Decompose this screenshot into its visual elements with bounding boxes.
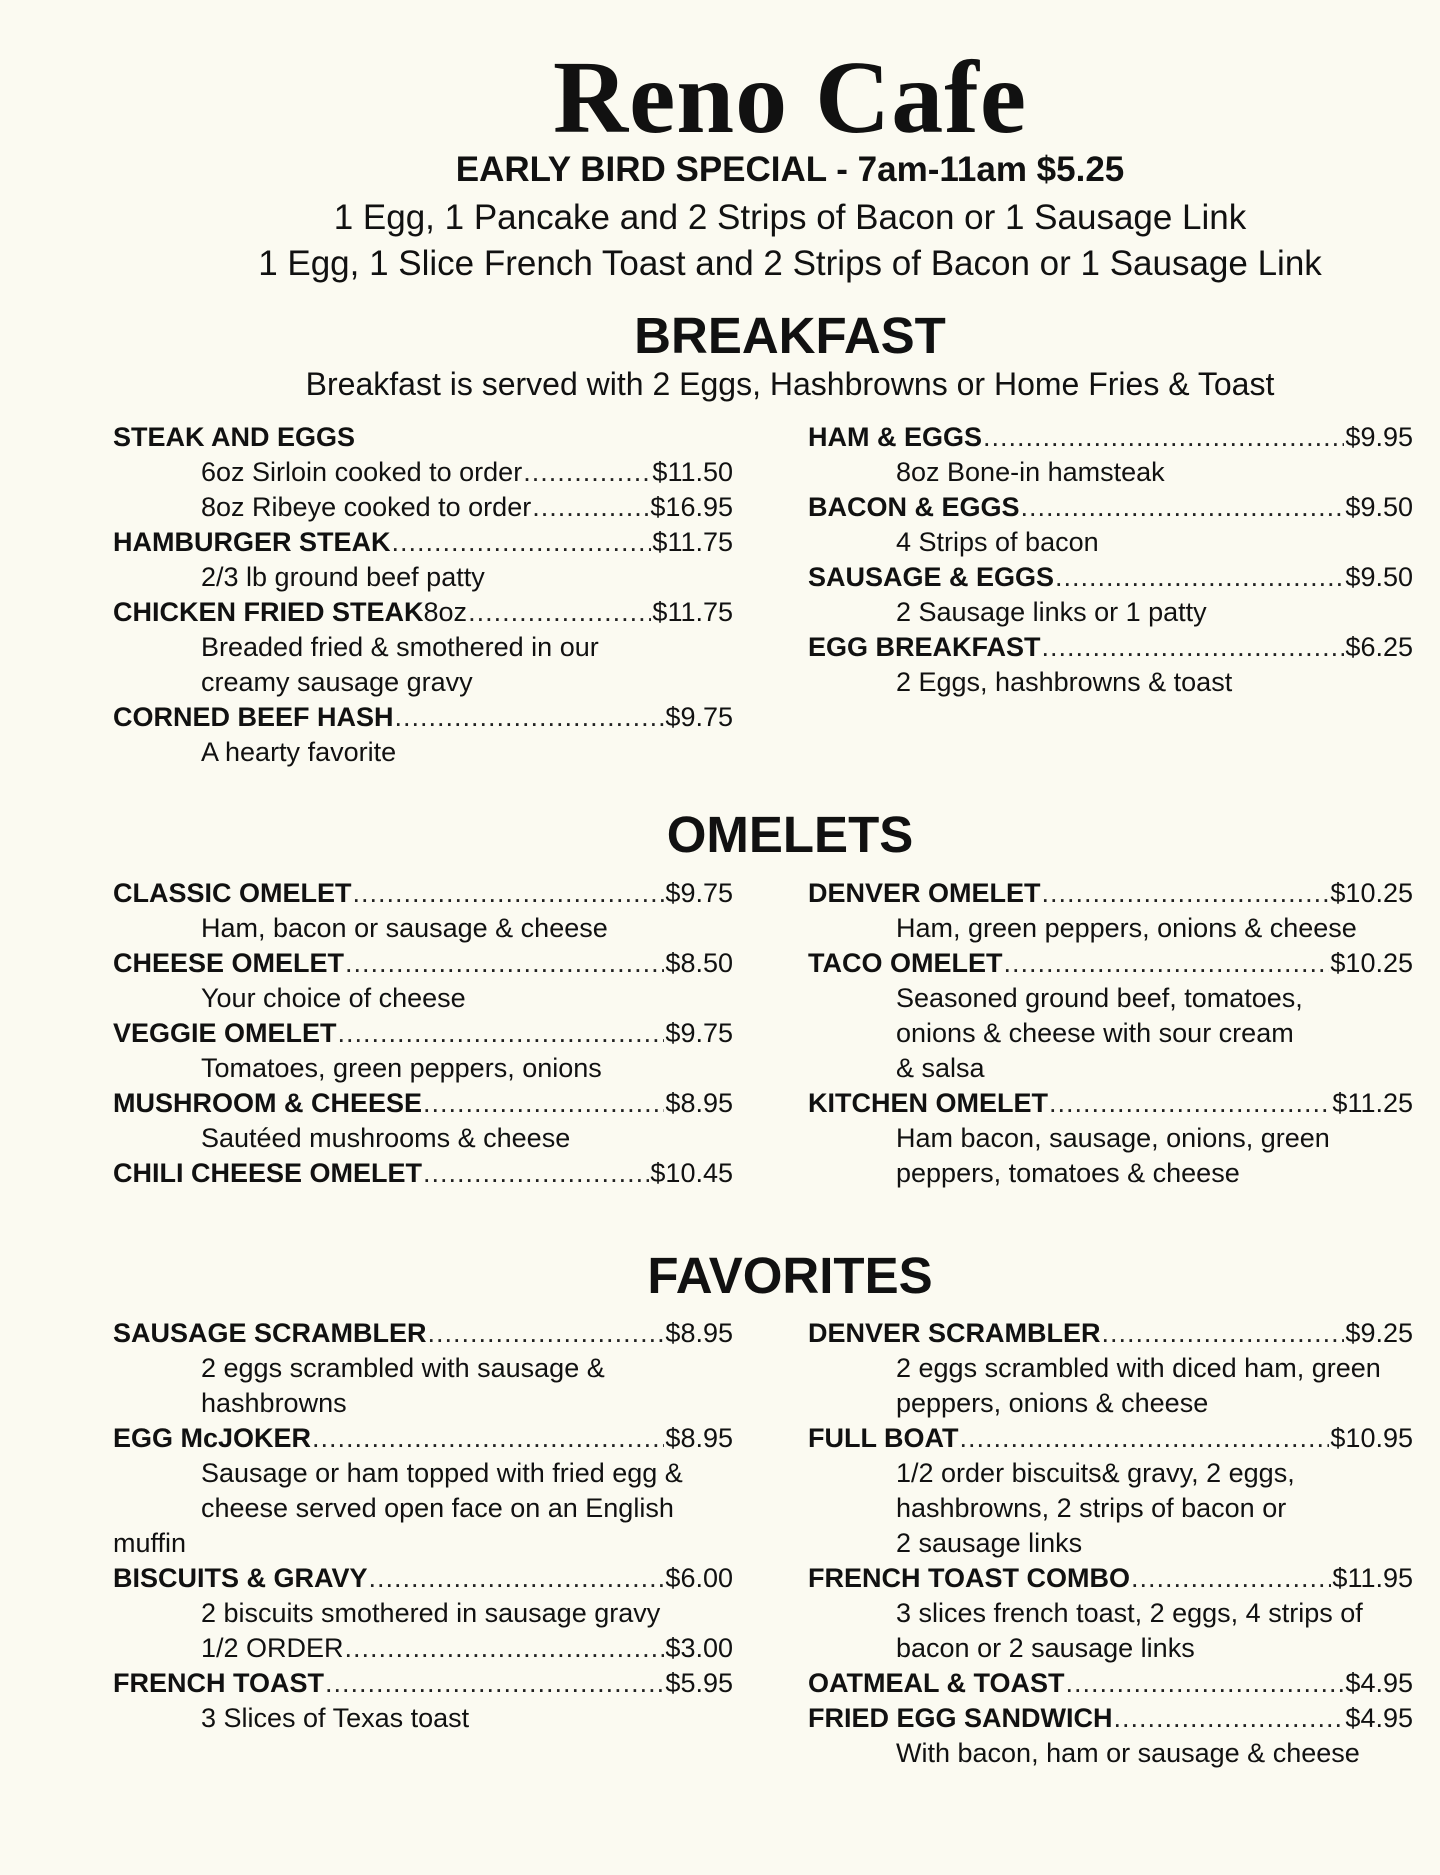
item-description: Ham, bacon or sausage & cheese bbox=[201, 913, 608, 943]
item-name: KITCHEN OMELET bbox=[808, 1088, 1048, 1118]
dot-leader bbox=[1114, 1701, 1345, 1736]
item-description: 2 Eggs, hashbrowns & toast bbox=[896, 667, 1233, 697]
item-description: With bacon, ham or sausage & cheese bbox=[896, 1738, 1360, 1768]
item-description: A hearty favorite bbox=[201, 737, 397, 767]
menu-item bbox=[808, 630, 1413, 665]
menu-item bbox=[808, 490, 1413, 525]
dot-leader bbox=[353, 876, 665, 911]
menu-item bbox=[808, 1666, 1413, 1701]
menu-item bbox=[113, 1421, 733, 1456]
item-price: $11.75 bbox=[652, 597, 733, 627]
item-name: DENVER OMELET bbox=[808, 878, 1041, 908]
item-description: cheese served open face on an English bbox=[201, 1493, 674, 1523]
item-description: 2 eggs scrambled with diced ham, green bbox=[896, 1353, 1381, 1383]
menu-item bbox=[808, 560, 1413, 595]
item-name: BISCUITS & GRAVY bbox=[113, 1563, 368, 1593]
dot-leader bbox=[1049, 1086, 1331, 1121]
item-price: $11.25 bbox=[1332, 1088, 1413, 1118]
item-description: Your choice of cheese bbox=[201, 983, 466, 1013]
item-name: 8oz Ribeye cooked to order bbox=[201, 492, 532, 522]
item-description: onions & cheese with sour cream bbox=[896, 1018, 1294, 1048]
item-name: EGG BREAKFAST bbox=[808, 632, 1041, 662]
dot-leader bbox=[312, 1421, 664, 1456]
item-description: peppers, onions & cheese bbox=[896, 1388, 1209, 1418]
item-price: $6.00 bbox=[665, 1563, 733, 1593]
omelets-right-column bbox=[808, 876, 1413, 1191]
menu-item bbox=[808, 1316, 1413, 1351]
item-description: bacon or 2 sausage links bbox=[896, 1633, 1195, 1663]
item-description: Ham bacon, sausage, onions, green bbox=[896, 1123, 1330, 1153]
item-price: $16.95 bbox=[650, 492, 733, 522]
item-price: $9.95 bbox=[1345, 422, 1413, 452]
breakfast-subtitle: Breakfast is served with 2 Eggs, Hashbrowns or Home Fries & Toast bbox=[305, 366, 1275, 402]
item-name: 6oz Sirloin cooked to order bbox=[201, 457, 523, 487]
item-name: MUSHROOM & CHEESE bbox=[113, 1088, 423, 1118]
menu-sub-item bbox=[113, 455, 733, 490]
item-description: 2 eggs scrambled with sausage & bbox=[201, 1353, 605, 1383]
menu-item bbox=[113, 1016, 733, 1051]
item-description: muffin bbox=[113, 1528, 187, 1558]
menu-item bbox=[808, 1086, 1413, 1121]
dot-leader bbox=[369, 1561, 665, 1596]
item-price: $8.50 bbox=[665, 948, 733, 978]
item-name: OATMEAL & TOAST bbox=[808, 1668, 1065, 1698]
item-name: EGG McJOKER bbox=[113, 1423, 312, 1453]
item-description: & salsa bbox=[896, 1053, 985, 1083]
item-price: $9.25 bbox=[1345, 1318, 1413, 1348]
menu-item bbox=[113, 1666, 733, 1701]
item-name: TACO OMELET bbox=[808, 948, 1003, 978]
item-description: hashbrowns bbox=[201, 1388, 347, 1418]
dot-leader bbox=[1102, 1316, 1345, 1351]
breakfast-right-column bbox=[808, 420, 1413, 700]
menu-item bbox=[808, 1701, 1413, 1736]
dot-leader bbox=[959, 1421, 1329, 1456]
dot-leader bbox=[1042, 876, 1330, 911]
dot-leader bbox=[428, 1316, 665, 1351]
menu-item bbox=[808, 1561, 1413, 1596]
early-bird-heading: EARLY BIRD SPECIAL - 7am-11am $5.25 bbox=[455, 150, 1125, 189]
item-name: CORNED BEEF HASH bbox=[113, 702, 394, 732]
dot-leader bbox=[338, 1016, 665, 1051]
item-size: 8oz bbox=[423, 597, 468, 627]
item-description: Ham, green peppers, onions & cheese bbox=[896, 913, 1357, 943]
item-name: DENVER SCRAMBLER bbox=[808, 1318, 1101, 1348]
early-bird-line: 1 Egg, 1 Pancake and 2 Strips of Bacon or 1 Sausage Link bbox=[333, 198, 1247, 237]
menu-item bbox=[113, 1086, 733, 1121]
item-description: 8oz Bone-in hamsteak bbox=[896, 457, 1165, 487]
dot-leader bbox=[345, 1631, 665, 1666]
item-price: $8.95 bbox=[665, 1318, 733, 1348]
omelets-title: OMELETS bbox=[666, 806, 914, 863]
menu-item bbox=[808, 1421, 1413, 1456]
menu-item bbox=[808, 420, 1413, 455]
menu-item bbox=[113, 1156, 733, 1191]
dot-leader bbox=[523, 455, 651, 490]
item-price: $11.75 bbox=[652, 527, 733, 557]
breakfast-title: BREAKFAST bbox=[634, 307, 946, 364]
cafe-title: Reno Cafe bbox=[552, 40, 1027, 155]
menu-item bbox=[113, 1561, 733, 1596]
item-name: STEAK AND EGGS bbox=[113, 422, 356, 452]
dot-leader bbox=[325, 1666, 664, 1701]
menu-item bbox=[113, 700, 733, 735]
item-price: $8.95 bbox=[665, 1088, 733, 1118]
item-description: peppers, tomatoes & cheese bbox=[896, 1158, 1240, 1188]
menu-item bbox=[808, 876, 1413, 911]
item-price: $9.50 bbox=[1345, 562, 1413, 592]
item-price: $11.50 bbox=[652, 457, 733, 487]
item-price: $8.95 bbox=[665, 1423, 733, 1453]
item-name: FRENCH TOAST COMBO bbox=[808, 1563, 1130, 1593]
item-name: CLASSIC OMELET bbox=[113, 878, 352, 908]
item-description: 2 Sausage links or 1 patty bbox=[896, 597, 1207, 627]
item-price: $9.75 bbox=[665, 878, 733, 908]
item-description: hashbrowns, 2 strips of bacon or bbox=[896, 1493, 1287, 1523]
menu-item bbox=[113, 876, 733, 911]
item-description: 2 sausage links bbox=[896, 1528, 1083, 1558]
item-price: $11.95 bbox=[1332, 1563, 1413, 1593]
item-name: CHILI CHEESE OMELET bbox=[113, 1158, 423, 1188]
item-description: creamy sausage gravy bbox=[201, 667, 473, 697]
omelets-left-column bbox=[113, 876, 733, 1191]
item-description: Tomatoes, green peppers, onions bbox=[201, 1053, 602, 1083]
dot-leader bbox=[1003, 946, 1329, 981]
item-description: 4 Strips of bacon bbox=[896, 527, 1099, 557]
item-price: $4.95 bbox=[1345, 1668, 1413, 1698]
item-price: $10.25 bbox=[1330, 878, 1413, 908]
item-name: FULL BOAT bbox=[808, 1423, 959, 1453]
item-price: $9.75 bbox=[665, 1018, 733, 1048]
menu-item bbox=[113, 1316, 733, 1351]
menu-item bbox=[113, 420, 733, 455]
item-description: 3 Slices of Texas toast bbox=[201, 1703, 470, 1733]
menu-item bbox=[113, 525, 733, 560]
item-description: 3 slices french toast, 2 eggs, 4 strips of bbox=[896, 1598, 1363, 1628]
item-description: Sautéed mushrooms & cheese bbox=[201, 1123, 571, 1153]
item-name: CHEESE OMELET bbox=[113, 948, 345, 978]
early-bird-line: 1 Egg, 1 Slice French Toast and 2 Strips of Bacon or 1 Sausage Link bbox=[258, 244, 1322, 283]
item-name: VEGGIE OMELET bbox=[113, 1018, 337, 1048]
menu-sub-item bbox=[113, 490, 733, 525]
dot-leader bbox=[1055, 560, 1344, 595]
dot-leader bbox=[392, 525, 652, 560]
dot-leader bbox=[1131, 1561, 1331, 1596]
item-description: 2 biscuits smothered in sausage gravy bbox=[201, 1598, 661, 1628]
menu-item bbox=[113, 595, 733, 630]
item-description: 1/2 order biscuits& gravy, 2 eggs, bbox=[896, 1458, 1295, 1488]
item-name: FRENCH TOAST bbox=[113, 1668, 325, 1698]
item-name: BACON & EGGS bbox=[808, 492, 1020, 522]
item-price: $3.00 bbox=[665, 1633, 733, 1663]
item-name: 1/2 ORDER bbox=[201, 1633, 344, 1663]
item-price: $10.95 bbox=[1330, 1423, 1413, 1453]
item-price: $10.45 bbox=[650, 1158, 733, 1188]
dot-leader bbox=[395, 700, 665, 735]
item-description: Breaded fried & smothered in our bbox=[201, 632, 599, 662]
item-name: SAUSAGE & EGGS bbox=[808, 562, 1055, 592]
dot-leader bbox=[983, 420, 1344, 455]
dot-leader bbox=[345, 946, 664, 981]
menu-item bbox=[113, 946, 733, 981]
item-name: HAM & EGGS bbox=[808, 422, 983, 452]
item-description: 2/3 lb ground beef patty bbox=[201, 562, 485, 592]
menu-item bbox=[808, 946, 1413, 981]
breakfast-left-column bbox=[113, 420, 733, 770]
item-name: HAMBURGER STEAK bbox=[113, 527, 391, 557]
item-price: $6.25 bbox=[1345, 632, 1413, 662]
item-description: Seasoned ground beef, tomatoes, bbox=[896, 983, 1303, 1013]
dot-leader bbox=[423, 1156, 649, 1191]
favorites-title: FAVORITES bbox=[647, 1247, 933, 1304]
dot-leader bbox=[1042, 630, 1345, 665]
dot-leader bbox=[532, 490, 649, 525]
item-price: $9.50 bbox=[1345, 492, 1413, 522]
item-price: $5.95 bbox=[665, 1668, 733, 1698]
dot-leader bbox=[1066, 1666, 1345, 1701]
favorites-right-column bbox=[808, 1316, 1413, 1771]
item-price: $4.95 bbox=[1345, 1703, 1413, 1733]
item-name: FRIED EGG SANDWICH bbox=[808, 1703, 1113, 1733]
dot-leader bbox=[1021, 490, 1345, 525]
item-description: Sausage or ham topped with fried egg & bbox=[201, 1458, 683, 1488]
menu-sub-item bbox=[113, 1631, 733, 1666]
dot-leader bbox=[468, 595, 651, 630]
item-name: SAUSAGE SCRAMBLER bbox=[113, 1318, 427, 1348]
item-price: $9.75 bbox=[665, 702, 733, 732]
item-name: CHICKEN FRIED STEAK bbox=[113, 597, 424, 627]
favorites-left-column bbox=[113, 1316, 733, 1736]
item-price: $10.25 bbox=[1330, 948, 1413, 978]
dot-leader bbox=[423, 1086, 664, 1121]
